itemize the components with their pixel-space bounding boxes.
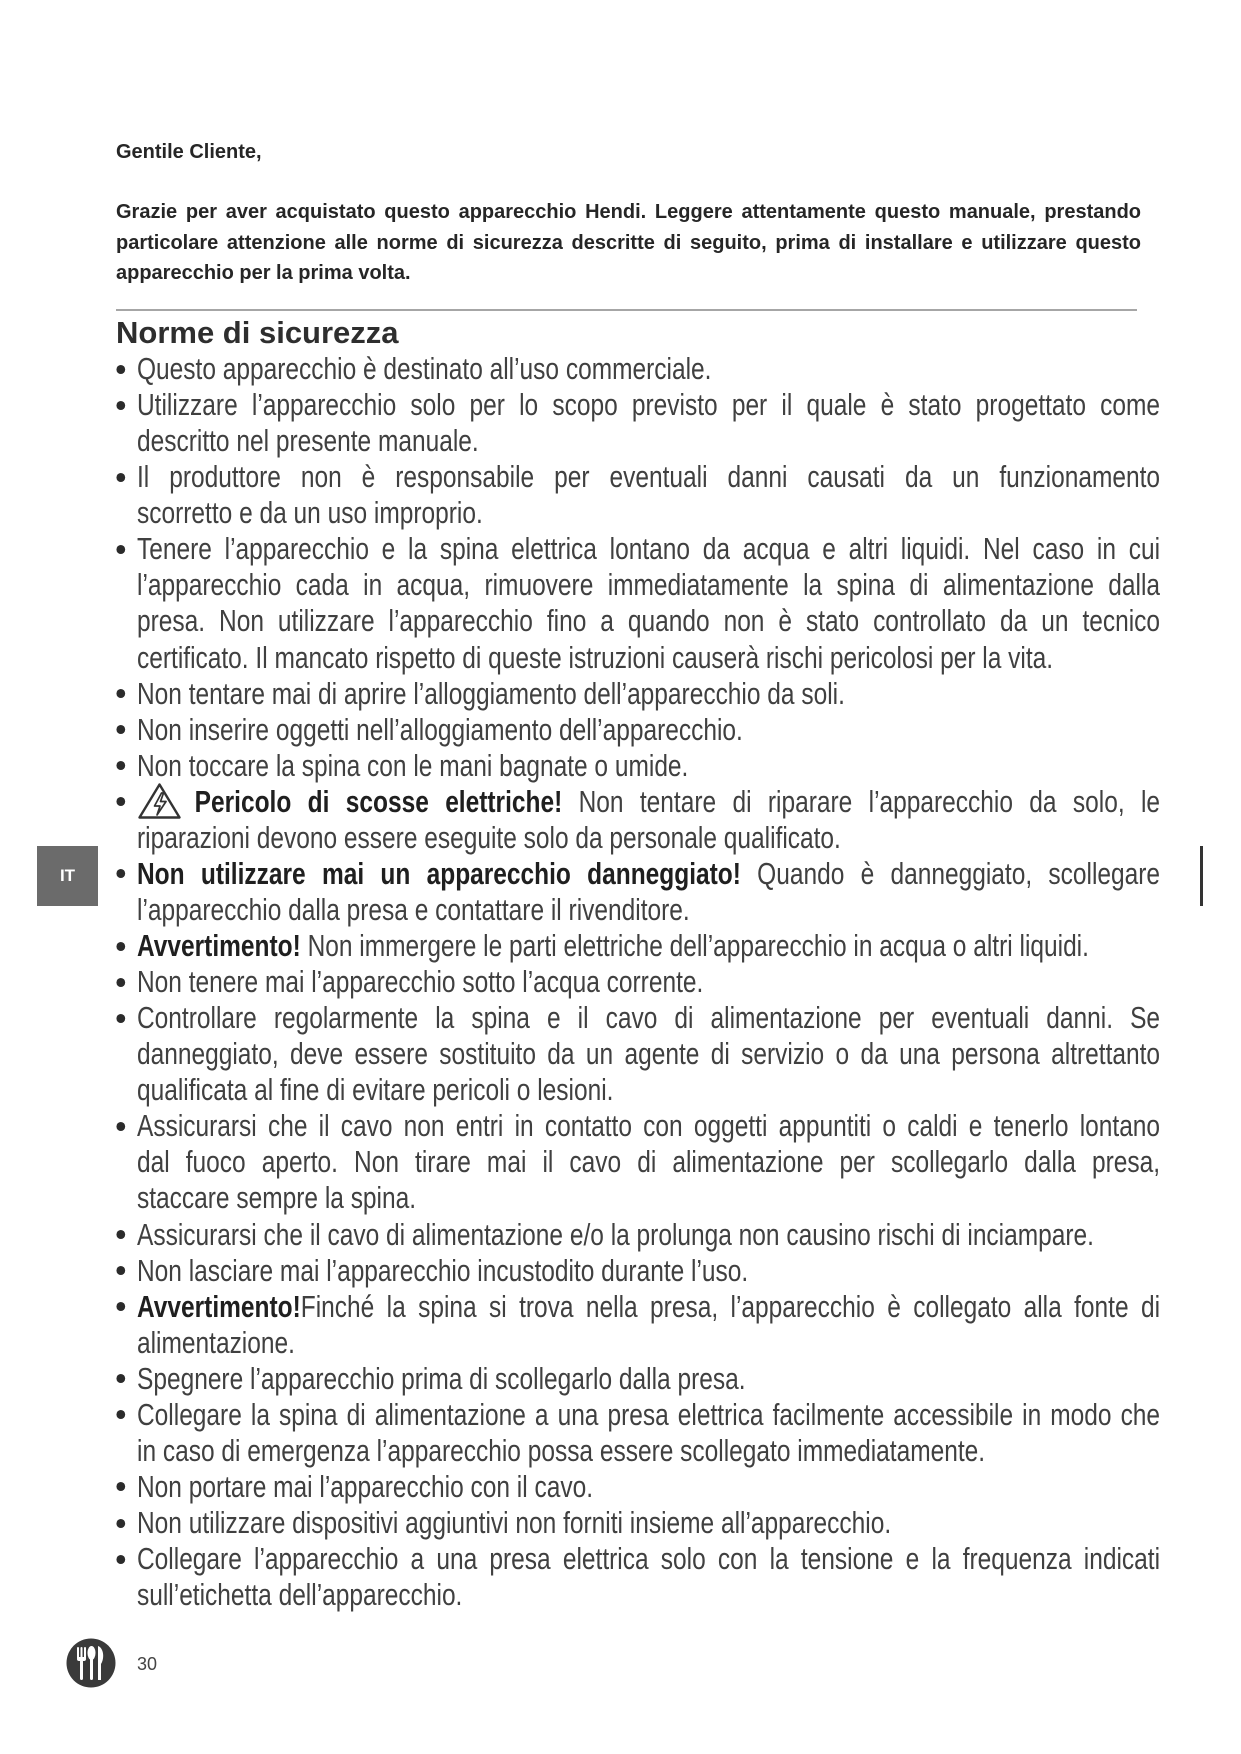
- bullet-point: [116, 761, 125, 770]
- greeting: Gentile Cliente,: [116, 141, 262, 163]
- safety-rule-line: [137, 748, 1160, 784]
- safety-rule: [137, 1397, 1160, 1469]
- bullet-point: [116, 365, 125, 374]
- rule-text: Non tenere mai l’apparecchio sotto l’acqua corrente.: [137, 964, 704, 1000]
- bullet-point: [116, 1519, 125, 1528]
- safety-rule: [137, 1469, 1160, 1505]
- rule-text: in caso di emergenza l’apparecchio possa essere scollegato immediatamente.: [137, 1432, 986, 1468]
- safety-rule: [137, 1361, 1160, 1397]
- rule-text: sull’etichetta dell’apparecchio.: [137, 1577, 463, 1613]
- safety-rules-list: [137, 351, 1160, 1613]
- safety-rule-line: [137, 1144, 1160, 1180]
- safety-rule-line: [137, 1469, 1160, 1505]
- safety-rule: [137, 459, 1160, 531]
- page-number: 30: [137, 1654, 158, 1674]
- rule-text: Il produttore non è responsabile per eventuali danni causati da un funzionamento: [137, 459, 1161, 495]
- rule-text: riparazioni devono essere eseguite solo da personale qualificato.: [137, 819, 841, 855]
- bullet-point: [116, 1482, 125, 1491]
- safety-rule-line: [137, 1108, 1160, 1144]
- rule-text: presa. Non utilizzare l’apparecchio fino a quando non è stato controllato da un tecnico: [137, 603, 1161, 639]
- rule-text: qualificata al fine di evitare pericoli o lesioni.: [137, 1072, 614, 1108]
- rule-text: Finché la spina si trova nella presa, l’apparecchio è collegato alla fonte di: [300, 1288, 1161, 1324]
- safety-rule-line: [137, 1325, 1160, 1361]
- bullet-point: [116, 545, 125, 554]
- safety-rule: [137, 1108, 1160, 1216]
- rule-text: Quando è danneggiato, scollegare: [740, 855, 1161, 891]
- safety-rule: [137, 387, 1160, 459]
- safety-rule-line: [137, 351, 1160, 387]
- rule-text: Utilizzare l’apparecchio solo per lo scopo previsto per il quale è stato progettato come: [137, 387, 1161, 423]
- safety-rule: [137, 1217, 1160, 1253]
- rule-text: Non inserire oggetti nell’alloggiamento dell’apparecchio.: [137, 711, 743, 747]
- safety-rule: [137, 1253, 1160, 1289]
- page-edge-marker: [1200, 846, 1203, 906]
- safety-rule-line: [137, 1541, 1160, 1577]
- bullet-point: [116, 797, 125, 806]
- bullet-point: [116, 1302, 125, 1311]
- rule-text: Collegare l’apparecchio a una presa elettrica solo con la tensione e la frequenza indicati: [137, 1541, 1161, 1577]
- rule-text: staccare sempre la spina.: [137, 1180, 417, 1216]
- intro-line: apparecchio per la prima volta.: [116, 262, 411, 285]
- safety-rule-line: [137, 1180, 1160, 1216]
- rule-text: Controllare regolarmente la spina e il cavo di alimentazione per eventuali danni. Se: [137, 1000, 1161, 1036]
- safety-rule-line: [137, 712, 1160, 748]
- safety-rule: [137, 712, 1160, 748]
- safety-rule-line: [137, 459, 1160, 495]
- rule-text: Collegare la spina di alimentazione a una presa elettrica facilmente accessibile in modo che: [137, 1396, 1161, 1432]
- safety-rule: [137, 1289, 1160, 1361]
- safety-rule-line: [137, 1000, 1160, 1036]
- safety-rule-line: [137, 1505, 1160, 1541]
- rule-text: scorretto e da un uso improprio.: [137, 495, 483, 531]
- safety-rule: [137, 351, 1160, 387]
- safety-rule: [137, 784, 1160, 856]
- bullet-point: [116, 942, 125, 951]
- safety-rule-line: [137, 1361, 1160, 1397]
- safety-rule-line: [137, 676, 1160, 712]
- rule-text: Non utilizzare dispositivi aggiuntivi non forniti insieme all’apparecchio.: [137, 1505, 892, 1540]
- electric-hazard-icon: [137, 811, 182, 812]
- safety-rule: [137, 748, 1160, 784]
- language-tab: IT: [37, 846, 98, 906]
- rule-text: Assicurarsi che il cavo di alimentazione e/o la prolunga non causino rischi di inciampare.: [137, 1216, 1094, 1252]
- safety-rule-line: [137, 1577, 1160, 1613]
- bullet-point: [116, 1014, 125, 1023]
- safety-rule-line: [137, 603, 1160, 639]
- safety-rule: [137, 1541, 1160, 1613]
- safety-rule-line: [137, 1289, 1160, 1325]
- rule-text: certificato. Il mancato rispetto di queste istruzioni causerà rischi pericolosi per la vita.: [137, 639, 1054, 675]
- rule-text: Non lasciare mai l’apparecchio incustodito durante l’uso.: [137, 1252, 749, 1288]
- safety-rule-line: [137, 1217, 1160, 1253]
- rule-text: Non tentare mai di aprire l’alloggiamento dell’apparecchio da soli.: [137, 675, 845, 711]
- safety-rule-line: [137, 531, 1160, 567]
- safety-rule-line: [137, 1253, 1160, 1289]
- bullet-point: [116, 1374, 125, 1383]
- safety-rule: [137, 856, 1160, 928]
- rule-text: danneggiato, deve essere sostituito da un agente di servizio o da una persona altrettanto: [137, 1036, 1161, 1072]
- safety-rule: [137, 928, 1160, 964]
- bullet-point: [116, 473, 125, 482]
- safety-rule-line: [137, 1072, 1160, 1108]
- safety-rule: [137, 1505, 1160, 1541]
- bullet-point: [116, 401, 125, 410]
- warning-label: Non utilizzare mai un apparecchio danneggiato!: [137, 855, 741, 891]
- safety-rule: [137, 531, 1160, 675]
- bullet-point: [116, 1410, 125, 1419]
- warning-label: Avvertimento!: [137, 1288, 301, 1324]
- safety-rule-line: [137, 892, 1160, 928]
- safety-rule-line: [137, 820, 1160, 856]
- rule-text: Non tentare di riparare l’apparecchio da solo, le: [562, 783, 1161, 819]
- rule-text: Non portare mai l’apparecchio con il cavo.: [137, 1468, 594, 1504]
- rule-text: alimentazione.: [137, 1324, 295, 1360]
- warning-label: Avvertimento!: [137, 928, 301, 963]
- hendi-logo-icon: [66, 1638, 116, 1688]
- intro-line: Grazie per aver acquistato questo apparecchio Hendi. Leggere attentamente questo manuale, prestando: [116, 201, 1141, 223]
- rule-text: Assicurarsi che il cavo non entri in contatto con oggetti appuntiti o caldi e tenerlo lontano: [137, 1108, 1161, 1144]
- safety-rule: [137, 1000, 1160, 1108]
- section-title: Norme di sicurezza: [116, 315, 399, 350]
- safety-rule-line: [137, 928, 1160, 964]
- safety-rule-line: [137, 423, 1160, 459]
- intro-paragraph: [116, 197, 1141, 289]
- rule-text: l’apparecchio cada in acqua, rimuovere immediatamente la spina di alimentazione dalla: [137, 567, 1161, 603]
- safety-rule-line: [137, 856, 1160, 892]
- rule-text: descritto nel presente manuale.: [137, 423, 479, 459]
- rule-text: Spegnere l’apparecchio prima di scollegarlo dalla presa.: [137, 1360, 746, 1396]
- safety-rule-line: [137, 964, 1160, 1000]
- safety-rule-line: [137, 567, 1160, 603]
- safety-rule: [137, 964, 1160, 1000]
- safety-rule-line: [137, 1036, 1160, 1072]
- safety-rule: [137, 676, 1160, 712]
- bullet-point: [116, 725, 125, 734]
- safety-rule-line: [137, 1397, 1160, 1433]
- bullet-point: [116, 1122, 125, 1131]
- safety-rule-line: [137, 495, 1160, 531]
- bullet-point: [116, 1266, 125, 1275]
- safety-rule-line: [137, 387, 1160, 423]
- intro-line: particolare attenzione alle norme di sicurezza descritte di seguito, prima di installare e utilizzare questo: [116, 231, 1141, 254]
- bullet-point: [116, 978, 125, 987]
- bullet-point: [116, 1555, 125, 1564]
- rule-text: Non immergere le parti elettriche dell’apparecchio in acqua o altri liquidi.: [300, 928, 1089, 963]
- safety-rule-line: [137, 640, 1160, 676]
- rule-text: Tenere l’apparecchio e la spina elettrica lontano da acqua e altri liquidi. Nel caso in cui: [137, 531, 1161, 567]
- rule-text: Non toccare la spina con le mani bagnate o umide.: [137, 747, 689, 783]
- bullet-point: [116, 689, 125, 698]
- rule-text: l’apparecchio dalla presa e contattare il rivenditore.: [137, 891, 690, 927]
- warning-label: Pericolo di scosse elettriche!: [194, 783, 563, 819]
- bullet-point: [116, 869, 125, 878]
- rule-text: dal fuoco aperto. Non tirare mai il cavo di alimentazione per scollegarlo dalla presa,: [137, 1144, 1161, 1180]
- safety-rule-line: [137, 784, 1160, 820]
- rule-text: Questo apparecchio è destinato all’uso commerciale.: [137, 351, 712, 386]
- bullet-point: [116, 1230, 125, 1239]
- safety-rule-line: [137, 1433, 1160, 1469]
- section-divider: [116, 309, 1137, 311]
